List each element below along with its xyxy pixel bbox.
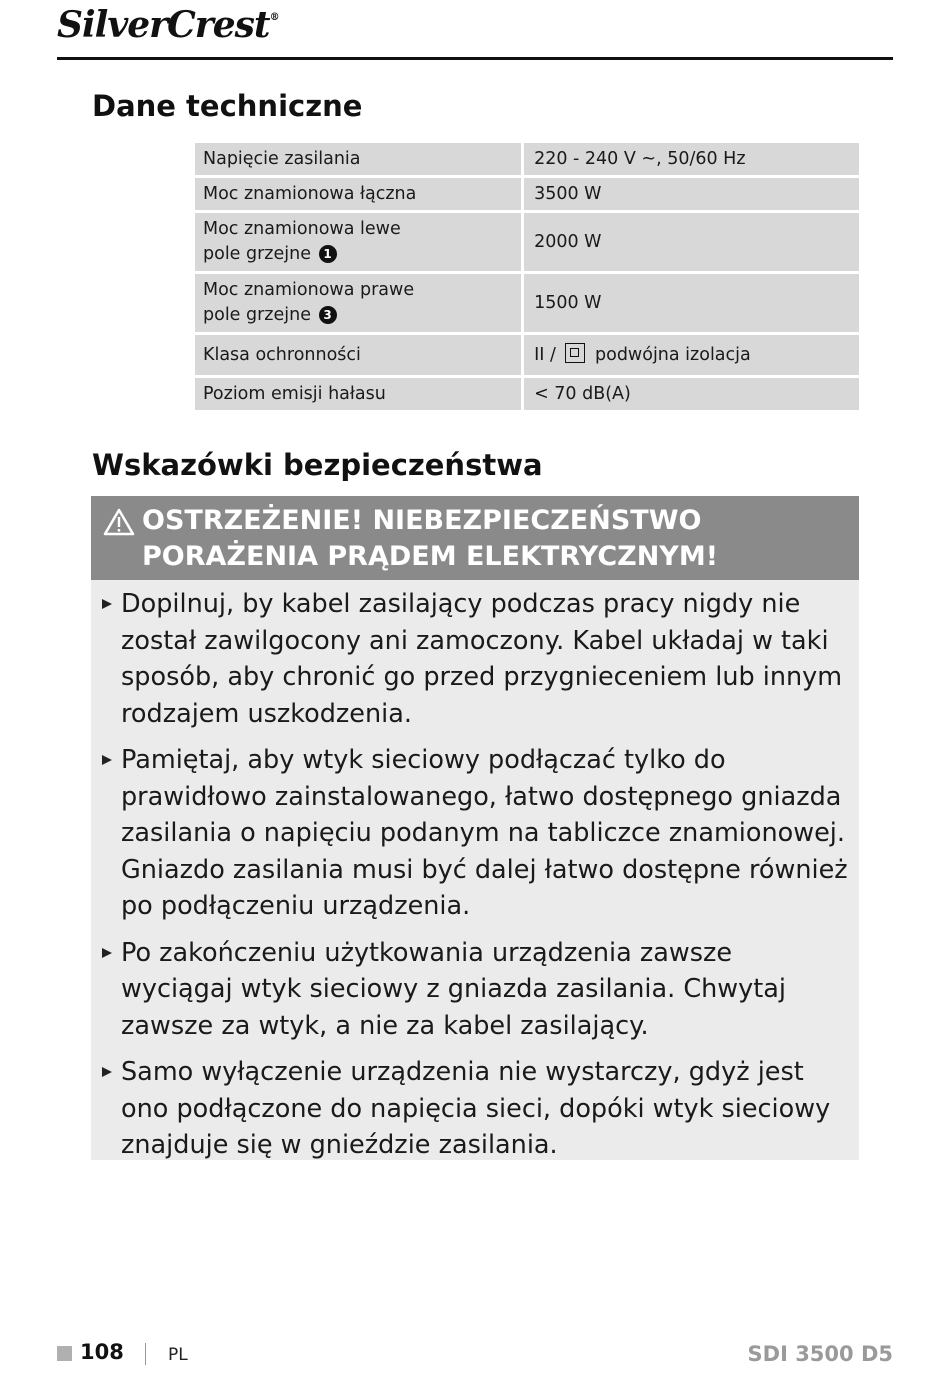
spec-value: 3500 W [521,178,859,210]
protection-class-suffix: podwójna izolacja [595,344,751,365]
spec-label [195,213,521,271]
warning-header [91,496,859,580]
protection-class-prefix: II / [534,344,556,365]
footer-divider [145,1343,146,1365]
warning-title-line1: OSTRZEŻENIE! NIEBEZPIECZEŃSTWO [142,505,702,536]
spec-label: Napięcie zasilania [195,143,521,175]
warning-item-text: Dopilnuj, by kabel zasilający podczas pracy nigdy nie został zawilgocony ani zamoczony. Kabel układaj w taki sposób, aby chronić go przed przygnieceniem lub innym rodzajem uszkodzenia. [121,589,843,729]
warning-title [142,503,842,575]
brand-logo: SilverCrest® [57,4,279,46]
registered-mark: ® [269,12,279,23]
bullet-arrow-icon [102,755,112,765]
warning-item [91,935,859,1045]
spec-label-line2: pole grzejne [203,244,311,264]
spec-label: Moc znamionowa łączna [195,178,521,210]
spec-label: Poziom emisji hałasu [195,378,521,410]
spec-label-line2: pole grzejne [203,305,311,325]
header-divider [57,57,893,60]
spec-label-line1: Moc znamionowa lewe [203,219,401,239]
warning-item-text: Samo wyłączenie urządzenia nie wystarczy, gdyż jest ono podłączone do napięcia sieci, dopóki wtyk sieciowy znajduje się w gnieździe zasilania. [121,1057,831,1160]
warning-title-line2: PORAŻENIA PRĄDEM ELEKTRYCZNYM! [142,541,719,572]
warning-triangle-icon [103,508,135,536]
spec-label [195,274,521,332]
language-code: PL [168,1345,188,1365]
spec-label-line1: Moc znamionowa prawe [203,280,415,300]
spec-value: 2000 W [521,213,859,271]
double-insulation-icon [565,343,585,363]
warning-list [91,586,859,1174]
warning-item-text: Po zakończeniu użytkowania urządzenia zawsze wyciągaj wtyk sieciowy z gniazda zasilania. Chwytaj zawsze za wtyk, a nie za kabel zasilający. [121,937,786,1041]
warning-item [91,586,859,732]
spec-label: Klasa ochronności [195,335,521,375]
spec-value [521,335,859,375]
footer-square-marker [57,1346,72,1361]
left-zone-number-badge: 1 [319,245,337,263]
bullet-arrow-icon [102,1067,112,1077]
spec-table [195,140,859,413]
page-number: 108 [80,1340,124,1364]
spec-row [195,178,859,210]
warning-item [91,742,859,925]
warning-item-text: Pamiętaj, aby wtyk sieciowy podłączać tylko do prawidłowo zainstalowanego, łatwo dostępnego gniazda zasilania o napięciu podanym na tabliczce znamionowej. Gniazdo zasilania musi być dalej łatwo dostępne również po podłączeniu urządzenia. [121,745,848,921]
spec-row [195,274,859,332]
model-number: SDI 3500 D5 [747,1342,893,1366]
spec-value: 220 - 240 V ~, 50/60 Hz [521,143,859,175]
safety-section-title: Wskazówki bezpieczeństwa [92,448,543,482]
spec-value: 1500 W [521,274,859,332]
spec-row [195,143,859,175]
warning-box [91,496,859,1160]
spec-row [195,378,859,410]
spec-row [195,213,859,271]
spec-value: < 70 dB(A) [521,378,859,410]
warning-item [91,1054,859,1164]
bullet-arrow-icon [102,948,112,958]
spec-row [195,335,859,375]
tech-section-title: Dane techniczne [92,89,363,123]
right-zone-number-badge: 3 [319,306,337,324]
bullet-arrow-icon [102,599,112,609]
